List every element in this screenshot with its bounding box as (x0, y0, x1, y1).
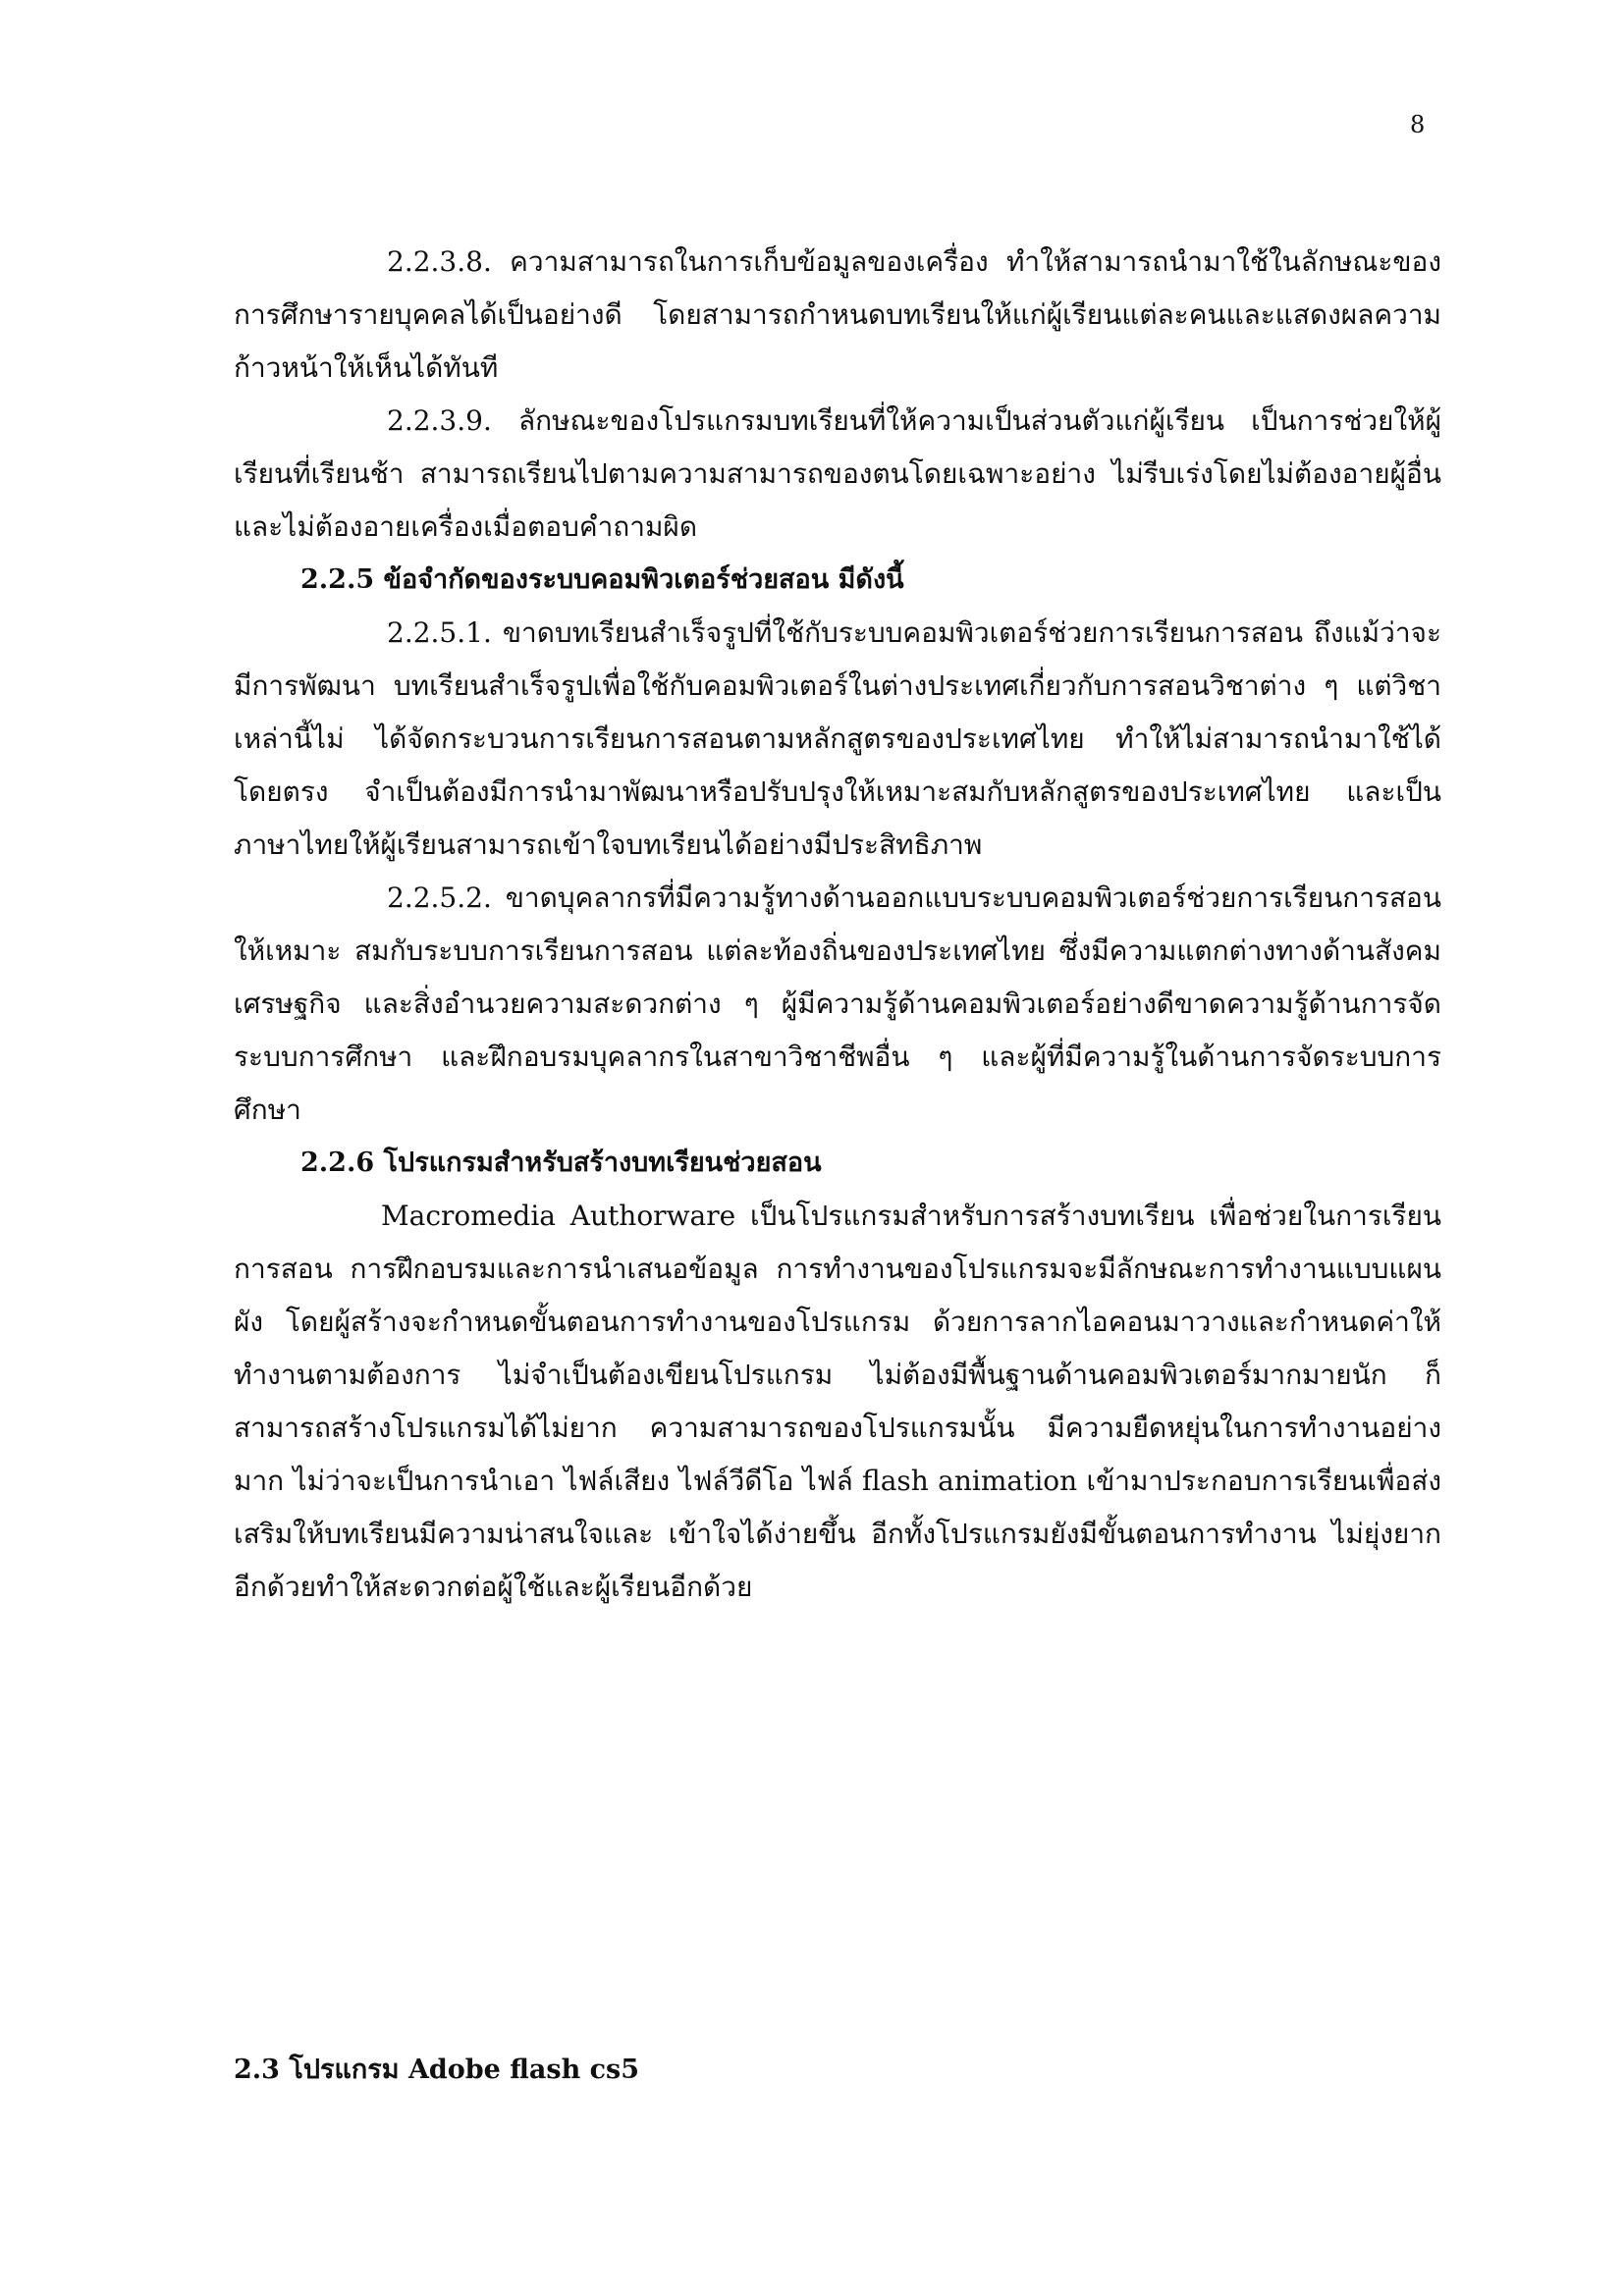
paragraph-2-2-6: Macromedia Authorware เป็นโปรแกรมสำหรับการสร้างบทเรียน เพื่อช่วยในการเรียนการสอน การฝึกอบรมและการนำเสนอข้อมูล การทำงานของโปรแกรมจะมีลักษณะการทำงานแบบแผนผัง โดยผู้สร้างจะกำหนดขั้นตอนการทำงานของโปรแกรม ด้วยการลากไอคอนมาวางและกำหนดค่าให้ทำงานตามต้องการ ไม่จำเป็นต้องเขียนโปรแกรม ไม่ต้องมีพื้นฐานด้านคอมพิวเตอร์มากมายนัก ก็สามารถสร้างโปรแกรมได้ไม่ยาก ความสามารถของโปรแกรมนั้น มีความยืดหยุ่นในการทำงานอย่างมาก ไม่ว่าจะเป็นการนำเอา ไฟล์เสียง ไฟล์วีดีโอ ไฟล์ flash animation เข้ามาประกอบการเรียนเพื่อส่งเสริมให้บทเรียนมีความน่าสนใจและ เข้าใจได้ง่ายขึ้น อีกทั้งโปรแกรมยังมีขั้นตอนการทำงาน ไม่ยุ่งยากอีกด้วยทำให้สะดวกต่อผู้ใช้และผู้เรียนอีกด้วย (234, 1200, 1441, 1603)
document-body (234, 236, 1441, 1614)
page-number: 8 (1410, 111, 1426, 138)
paragraph-2-2-3-9: 2.2.3.9. ลักษณะของโปรแกรมบทเรียนที่ให้ความเป็นส่วนตัวแก่ผู้เรียน เป็นการช่วยให้ผู้เรียนที่เรียนช้า สามารถเรียนไปตามความสามารถของตนโดยเฉพาะอย่าง ไม่รีบเร่งโดยไม่ต้องอายผู้อื่น และไม่ต้องอายเครื่องเมื่อตอบคำถามผิด (234, 404, 1441, 543)
paragraph-2-2-5-2: 2.2.5.2. ขาดบุคลากรที่มีความรู้ทางด้านออกแบบระบบคอมพิวเตอร์ช่วยการเรียนการสอนให้เหมาะ สมกับระบบการเรียนการสอน แต่ละท้องถิ่นของประเทศไทย ซึ่งมีความแตกต่างทางด้านสังคมเศรษฐกิจ และสิ่งอำนวยความสะดวกต่าง ๆ ผู้มีความรู้ด้านคอมพิวเตอร์อย่างดีขาดความรู้ด้านการจัดระบบการศึกษา และฝึกอบรมบุคลากรในสาขาวิชาชีพอื่น ๆ และผู้ที่มีความรู้ในด้านการจัดระบบการศึกษา (234, 881, 1441, 1126)
section-heading-2-2-5: 2.2.5 ข้อจำกัดของระบบคอมพิวเตอร์ช่วยสอน มีดังนี้ (300, 564, 904, 595)
paragraph-2-2-5-1: 2.2.5.1. ขาดบทเรียนสำเร็จรูปที่ใช้กับระบบคอมพิวเตอร์ช่วยการเรียนการสอน ถึงแม้ว่าจะมีการพัฒนา บทเรียนสำเร็จรูปเพื่อใช้กับคอมพิวเตอร์ในต่างประเทศเกี่ยวกับการสอนวิชาต่าง ๆ แต่วิชาเหล่านี้ไม่ ได้จัดกระบวนการเรียนการสอนตามหลักสูตรของประเทศไทย ทำให้ไม่สามารถนำมาใช้ได้โดยตรง จำเป็นต้องมีการนำมาพัฒนาหรือปรับปรุงให้เหมาะสมกับหลักสูตรของประเทศไทย และเป็นภาษาไทยให้ผู้เรียนสามารถเข้าใจบทเรียนได้อย่างมีประสิทธิภาพ (234, 616, 1441, 861)
section-heading-2-3: 2.3 โปรแกรม Adobe flash cs5 (234, 2055, 640, 2085)
paragraph-2-2-3-8: 2.2.3.8. ความสามารถในการเก็บข้อมูลของเครื่อง ทำให้สามารถนำมาใช้ในลักษณะของการศึกษารายบุคคลได้เป็นอย่างดี โดยสามารถกำหนดบทเรียนให้แก่ผู้เรียนแต่ละคนและแสดงผลความก้าวหน้าให้เห็นได้ทันที (234, 245, 1441, 384)
section-heading-2-2-6: 2.2.6 โปรแกรมสำหรับสร้างบทเรียนช่วยสอน (300, 1148, 822, 1178)
